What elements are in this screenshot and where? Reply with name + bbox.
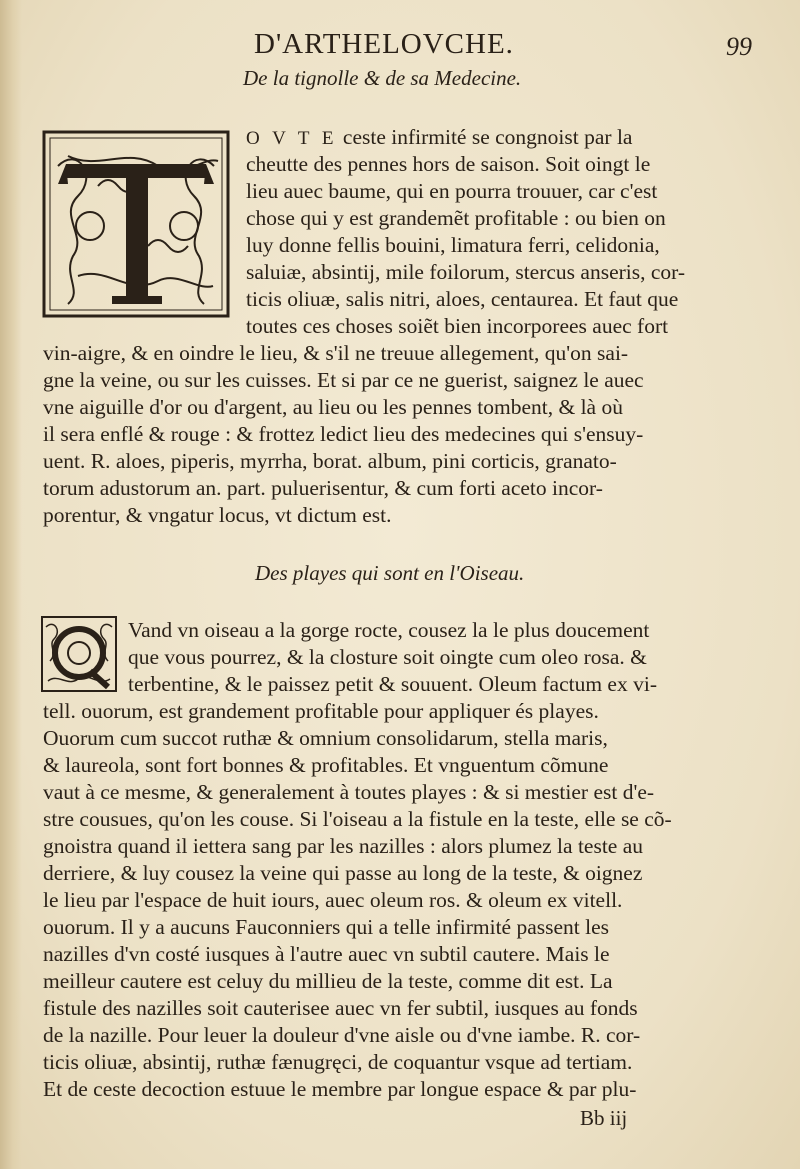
text-line: vaut à ce mesme, & generalement à toutes playes : & si mestier est d'e-: [43, 780, 655, 804]
text-line: uent. R. aloes, piperis, myrrha, borat. album, pini corticis, granato-: [43, 449, 617, 473]
decorated-initial-q-icon: [40, 615, 118, 693]
text-line: le lieu par l'espace de huit iours, auec oleum ros. & oleum ex vitell.: [43, 888, 623, 912]
text-line: que vous pourrez, & la closture soit oingte cum oleo rosa. &: [128, 645, 647, 669]
text-line: lieu auec baume, qui en pourra trouuer, car c'est: [246, 179, 658, 203]
text-line: ticis oliuæ, absintij, ruthæ fænugręci, de coquantur vsque ad tertiam.: [43, 1050, 633, 1074]
decorated-initial-t-icon: [38, 126, 234, 322]
text-line: gne la veine, ou sur les cuisses. Et si par ce ne guerist, saignez le auec: [43, 368, 644, 392]
text-line: luy donne fellis bouini, limatura ferri, celidonia,: [246, 233, 660, 257]
text-line: gnoistra quand il iettera sang par les nazilles : alors plumez la teste au: [43, 834, 644, 858]
page-gutter-shadow: [0, 0, 22, 1169]
text-line: ticis oliuæ, salis nitri, aloes, centaurea. Et faut que: [246, 287, 679, 311]
text-line: cheutte des pennes hors de saison. Soit oingt le: [246, 152, 651, 176]
text-line: derriere, & luy cousez la veine qui passe au long de la teste, & oignez: [43, 861, 643, 885]
text-line: de la nazille. Pour leuer la douleur d'vne aisle ou d'vne iambe. R. cor-: [43, 1023, 641, 1047]
text-line: nazilles d'vn costé iusques à l'autre auec vn subtil cautere. Mais le: [43, 942, 610, 966]
text-line: Ouorum cum succot ruthæ & omnium consolidarum, stella maris,: [43, 726, 608, 750]
text-line: Et de ceste decoction estuue le membre par longue espace & par plu-: [43, 1077, 637, 1101]
text-line: tell. ouorum, est grandement profitable pour appliquer és playes.: [43, 699, 599, 723]
section-heading-playes: Des playes qui sont en l'Oiseau.: [255, 561, 525, 585]
text-line: porentur, & vngatur locus, vt dictum est.: [43, 503, 392, 527]
text-line: chose qui y est grandemẽt profitable : ou bien on: [246, 206, 666, 230]
line-fragment: ceste infirmité se congnoist par la: [337, 125, 633, 149]
text-line: saluiæ, absintij, mile foilorum, stercus anseris, cor-: [246, 260, 686, 284]
section-heading-tignolle: De la tignolle & de sa Medecine.: [243, 66, 522, 90]
text-line: [246, 124, 632, 152]
text-line: stre cousues, qu'on les couse. Si l'oiseau a la fistule en la teste, elle se cõ-: [43, 807, 672, 831]
text-line: ouorum. Il y a aucuns Fauconniers qui a telle infirmité passent les: [43, 915, 610, 939]
text-line: vne aiguille d'or ou d'argent, au lieu ou les pennes tombent, & là où: [43, 395, 623, 419]
text-line: fistule des nazilles soit cauterisee auec vn fer subtil, iusques au fonds: [43, 996, 638, 1020]
text-line: Vand vn oiseau a la gorge rocte, cousez la le plus doucement: [128, 618, 650, 642]
text-line: il sera enflé & rouge : & frottez ledict lieu des medecines qui s'ensuy-: [43, 422, 644, 446]
text-line: & laureola, sont fort bonnes & profitables. Et vnguentum cõmune: [43, 753, 609, 777]
text-line: toutes ces choses soiẽt bien incorporees auec fort: [246, 314, 669, 338]
text-line: vin-aigre, & en oindre le lieu, & s'il ne treuue allegement, qu'on sai-: [43, 341, 629, 365]
first-word: O V T E: [246, 128, 338, 149]
text-line: terbentine, & le paissez petit & souuent. Oleum factum ex vi-: [128, 672, 657, 696]
text-line: torum adustorum an. part. puluerisentur, & cum forti aceto incor-: [43, 476, 603, 500]
page-number: 99: [726, 32, 752, 61]
signature-mark: Bb iij: [580, 1106, 628, 1130]
text-line: meilleur cautere est celuy du millieu de la teste, comme dit est. La: [43, 969, 613, 993]
running-header: D'ARTHELOVCHE.: [254, 28, 514, 60]
